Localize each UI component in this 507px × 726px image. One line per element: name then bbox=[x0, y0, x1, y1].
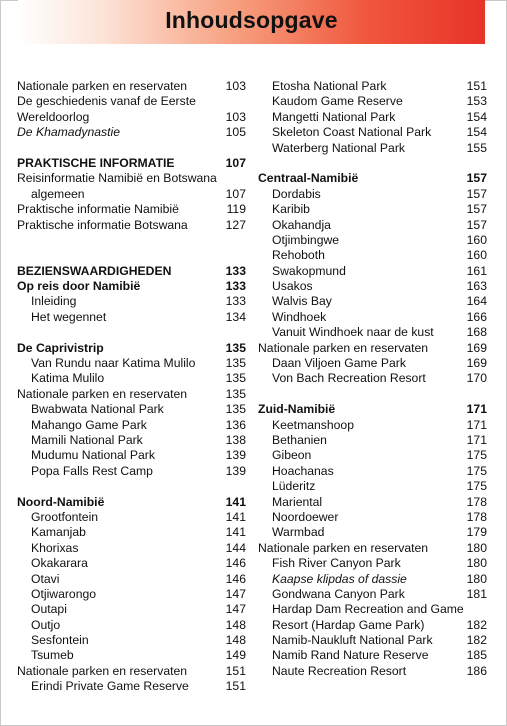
toc-entry-title: Outjo bbox=[31, 617, 61, 632]
toc-right-column bbox=[258, 79, 487, 679]
toc-entry-title: Erindi Private Game Reserve bbox=[31, 679, 189, 694]
toc-entry[interactable] bbox=[258, 587, 487, 602]
toc-entry[interactable] bbox=[17, 294, 246, 309]
toc-entry[interactable] bbox=[258, 110, 487, 125]
toc-entry-title: Vanuit Windhoek naar de kust bbox=[272, 325, 434, 340]
toc-entry[interactable] bbox=[258, 141, 487, 156]
toc-entry-title: Mariental bbox=[272, 494, 323, 509]
toc-entry[interactable] bbox=[258, 233, 487, 248]
toc-entry-title: Waterberg National Park bbox=[272, 140, 405, 155]
toc-page-number: 160 bbox=[466, 248, 487, 263]
toc-entry[interactable] bbox=[17, 541, 246, 556]
toc-section-heading[interactable] bbox=[17, 264, 246, 279]
toc-page-number: 175 bbox=[466, 479, 487, 494]
toc-page-number: 157 bbox=[466, 217, 487, 232]
toc-entry-title: Keetmanshoop bbox=[272, 417, 354, 432]
toc-entry[interactable] bbox=[258, 294, 487, 309]
toc-page-number: 180 bbox=[466, 556, 487, 571]
toc-entry[interactable] bbox=[258, 125, 487, 140]
toc-page-number: 171 bbox=[466, 402, 487, 417]
toc-page-number: 119 bbox=[226, 202, 246, 217]
toc-page-number: 169 bbox=[466, 340, 487, 355]
toc-entry-title: Mudumu National Park bbox=[31, 448, 155, 463]
toc-page-number: 166 bbox=[466, 309, 487, 324]
toc-page-number: 153 bbox=[466, 94, 487, 109]
toc-page-number: 157 bbox=[466, 186, 487, 201]
toc-entry[interactable] bbox=[17, 525, 246, 540]
toc-page-number: 141 bbox=[225, 494, 246, 509]
toc-page-number: 179 bbox=[466, 525, 487, 540]
toc-entry[interactable] bbox=[258, 648, 487, 663]
toc-entry[interactable] bbox=[258, 279, 487, 294]
toc-page-number: 178 bbox=[466, 509, 487, 524]
toc-page-number: 151 bbox=[466, 79, 487, 93]
toc-page-number: 107 bbox=[225, 155, 246, 170]
toc-entry[interactable] bbox=[17, 648, 246, 663]
toc-entry[interactable] bbox=[258, 556, 487, 571]
toc-entry[interactable] bbox=[258, 664, 487, 679]
toc-entry[interactable] bbox=[17, 433, 246, 448]
toc-entry-title: Windhoek bbox=[272, 309, 327, 324]
toc-page-number: 135 bbox=[225, 402, 246, 417]
toc-entry-title: Gibeon bbox=[272, 448, 312, 463]
toc-page-number: 148 bbox=[225, 617, 246, 632]
toc-entry[interactable] bbox=[17, 79, 246, 94]
toc-entry-title: Otavi bbox=[31, 571, 60, 586]
toc-entry-title: Grootfontein bbox=[31, 509, 99, 524]
toc-page-number: 180 bbox=[466, 540, 487, 555]
toc-entry-title: Zuid-Namibië bbox=[258, 402, 336, 417]
toc-page-number: 171 bbox=[466, 417, 487, 432]
toc-page-number: 134 bbox=[225, 309, 246, 324]
toc-page-number: 151 bbox=[225, 663, 246, 678]
toc-entry-title: Reisinformatie Namibië en Botswana bbox=[17, 171, 217, 186]
toc-entry[interactable] bbox=[258, 356, 487, 371]
toc-page-number: 154 bbox=[466, 109, 487, 124]
toc-entry[interactable] bbox=[258, 341, 487, 356]
toc-entry-title: Fish River Canyon Park bbox=[272, 556, 401, 571]
toc-page-number: 154 bbox=[466, 125, 487, 140]
toc-section-heading[interactable] bbox=[17, 341, 246, 356]
toc-page-number: 171 bbox=[466, 432, 487, 447]
toc-page-number: 157 bbox=[466, 202, 487, 217]
toc-entry-title: Het wegennet bbox=[31, 309, 107, 324]
toc-entry-title: De geschiedenis vanaf de Eerste bbox=[17, 94, 196, 109]
toc-entry[interactable] bbox=[17, 202, 246, 217]
toc-page-number: 147 bbox=[225, 602, 246, 617]
toc-entry[interactable] bbox=[17, 587, 246, 602]
toc-entry[interactable] bbox=[258, 325, 487, 340]
toc-page-number: 133 bbox=[225, 279, 246, 294]
toc-page-number: 133 bbox=[225, 263, 246, 278]
toc-page-number: 141 bbox=[225, 509, 246, 524]
toc-entry-title: Mangetti National Park bbox=[272, 109, 396, 124]
toc-entry-title: Nationale parken en reservaten bbox=[17, 79, 188, 93]
toc-entry-title: Outapi bbox=[31, 602, 67, 617]
toc-entry-title: Katima Mulilo bbox=[31, 371, 105, 386]
toc-entry-title: Karibib bbox=[272, 202, 310, 217]
toc-entry-title: De Caprivistrip bbox=[17, 340, 104, 355]
toc-page-number: 186 bbox=[466, 663, 487, 678]
toc-entry-title: Khorixas bbox=[31, 540, 79, 555]
toc-section-heading[interactable] bbox=[258, 402, 487, 417]
toc-entry-title: Otjimbingwe bbox=[272, 232, 340, 247]
toc-entry-title: Bwabwata National Park bbox=[31, 402, 164, 417]
toc-page-number: 151 bbox=[225, 679, 246, 694]
toc-entry-title: Warmbad bbox=[272, 525, 325, 540]
toc-entry-title: Praktische informatie Namibië bbox=[17, 202, 179, 217]
toc-section-heading[interactable] bbox=[17, 495, 246, 510]
toc-entry[interactable] bbox=[258, 433, 487, 448]
toc-spacer bbox=[17, 325, 246, 340]
toc-entry-title: Nationale parken en reservaten bbox=[17, 386, 188, 401]
toc-page-number: 135 bbox=[225, 356, 246, 371]
toc-page-number: 148 bbox=[225, 633, 246, 648]
toc-entry-title: Noordoewer bbox=[272, 509, 339, 524]
toc-entry[interactable] bbox=[17, 310, 246, 325]
toc-spacer bbox=[17, 233, 246, 264]
toc-spacer bbox=[258, 387, 487, 402]
toc-entry[interactable] bbox=[258, 618, 487, 633]
toc-page-number: 157 bbox=[466, 171, 487, 186]
toc-page-number: 181 bbox=[466, 586, 487, 601]
toc-entry-title: Kamanjab bbox=[31, 525, 86, 540]
toc-entry[interactable] bbox=[17, 371, 246, 386]
toc-entry-title: Lüderitz bbox=[272, 479, 316, 494]
toc-entry-title: BEZIENSWAARDIGHEDEN bbox=[17, 263, 172, 278]
toc-page-number: 127 bbox=[225, 217, 246, 232]
toc-entry[interactable] bbox=[258, 310, 487, 325]
toc-entry-title: Tsumeb bbox=[31, 648, 74, 663]
toc-entry-title: Sesfontein bbox=[31, 633, 89, 648]
toc-entry-title: Hardap Dam Recreation and Game bbox=[272, 602, 464, 617]
toc-page-number: 160 bbox=[466, 232, 487, 247]
toc-entry-title: Mahango Game Park bbox=[31, 417, 147, 432]
toc-entry-title: Usakos bbox=[272, 279, 313, 294]
toc-entry[interactable] bbox=[258, 510, 487, 525]
toc-entry[interactable] bbox=[17, 171, 246, 186]
toc-page-number: 105 bbox=[225, 125, 246, 140]
toc-page-number: 185 bbox=[466, 648, 487, 663]
title-banner bbox=[18, 0, 485, 44]
toc-entry-title: Van Rundu naar Katima Mulilo bbox=[31, 356, 196, 371]
toc-spacer bbox=[17, 141, 246, 156]
toc-entry[interactable] bbox=[17, 387, 246, 402]
toc-entry[interactable] bbox=[258, 264, 487, 279]
toc-page-number: 103 bbox=[225, 109, 246, 124]
toc-entry-title: Otjiwarongo bbox=[31, 586, 97, 601]
toc-entry-title: Noord-Namibië bbox=[17, 494, 105, 509]
toc-entry[interactable] bbox=[17, 464, 246, 479]
toc-entry[interactable] bbox=[17, 110, 246, 125]
toc-spacer bbox=[258, 156, 487, 171]
toc-entry-title: Namib Rand Nature Reserve bbox=[272, 648, 429, 663]
toc-page-number: 146 bbox=[225, 556, 246, 571]
toc-entry[interactable] bbox=[258, 248, 487, 263]
toc-entry-title: Nationale parken en reservaten bbox=[258, 340, 429, 355]
toc-entry-title: PRAKTISCHE INFORMATIE bbox=[17, 155, 175, 170]
toc-entry[interactable] bbox=[17, 556, 246, 571]
toc-entry[interactable] bbox=[17, 572, 246, 587]
toc-entry-title: Okahandja bbox=[272, 217, 331, 232]
toc-entry-title: Nationale parken en reservaten bbox=[258, 540, 429, 555]
toc-page-number: 147 bbox=[225, 586, 246, 601]
toc-entry[interactable] bbox=[17, 356, 246, 371]
toc-entry-title: Dordabis bbox=[272, 186, 321, 201]
toc-entry-title: Wereldoorlog bbox=[17, 109, 90, 124]
toc-entry-title: Bethanien bbox=[272, 432, 327, 447]
toc-entry[interactable] bbox=[258, 418, 487, 433]
toc-page-number: 163 bbox=[466, 279, 487, 294]
toc-page-number: 139 bbox=[225, 448, 246, 463]
toc-entry-title: algemeen bbox=[31, 186, 85, 201]
toc-entry-title: Von Bach Recreation Resort bbox=[272, 371, 426, 386]
toc-page-number: 136 bbox=[225, 417, 246, 432]
toc-page-number: 107 bbox=[225, 186, 246, 201]
toc-page-number: 170 bbox=[466, 371, 487, 386]
toc-entry-title: Kaudom Game Reserve bbox=[272, 94, 403, 109]
toc-entry[interactable] bbox=[17, 510, 246, 525]
toc-entry-title: Daan Viljoen Game Park bbox=[272, 356, 406, 371]
toc-page-number: 135 bbox=[225, 386, 246, 401]
toc-entry-title: Resort (Hardap Game Park) bbox=[272, 617, 425, 632]
toc-page-number: 133 bbox=[225, 294, 246, 309]
toc-page-number: 135 bbox=[225, 340, 246, 355]
toc-entry[interactable] bbox=[258, 79, 487, 94]
toc-page-number: 144 bbox=[225, 540, 246, 555]
toc-page-number: 178 bbox=[466, 494, 487, 509]
toc-entry-title: Naute Recreation Resort bbox=[272, 663, 407, 678]
toc-entry[interactable] bbox=[258, 572, 487, 587]
toc-page-number: 146 bbox=[225, 571, 246, 586]
toc-entry[interactable] bbox=[17, 602, 246, 617]
toc-section-heading[interactable] bbox=[258, 171, 487, 186]
toc-entry[interactable] bbox=[17, 94, 246, 109]
toc-page-number: 135 bbox=[225, 371, 246, 386]
toc-entry-title: Popa Falls Rest Camp bbox=[31, 463, 153, 478]
toc-page-number: 141 bbox=[225, 525, 246, 540]
toc-entry[interactable] bbox=[17, 218, 246, 233]
page-title: Inhoudsopgave bbox=[165, 7, 338, 33]
toc-entry-title: Namib-Naukluft National Park bbox=[272, 633, 433, 648]
toc-page-number: 168 bbox=[466, 325, 487, 340]
toc-entry[interactable] bbox=[258, 371, 487, 386]
toc-page-number: 175 bbox=[466, 463, 487, 478]
toc-entry-title: Inleiding bbox=[31, 294, 77, 309]
toc-entry[interactable] bbox=[17, 664, 246, 679]
toc-page-number: 139 bbox=[225, 463, 246, 478]
toc-page-number: 164 bbox=[466, 294, 487, 309]
toc-entry-title: Mamili National Park bbox=[31, 433, 143, 447]
toc-entry-title: Praktische informatie Botswana bbox=[17, 217, 188, 232]
toc-section-heading[interactable] bbox=[17, 279, 246, 294]
toc-entry[interactable] bbox=[258, 479, 487, 494]
toc-entry[interactable] bbox=[258, 187, 487, 202]
toc-page-number: 182 bbox=[466, 617, 487, 632]
toc-entry[interactable] bbox=[258, 218, 487, 233]
toc-page-number: 169 bbox=[466, 356, 487, 371]
toc-entry[interactable] bbox=[258, 633, 487, 648]
toc-entry[interactable] bbox=[258, 94, 487, 109]
toc-entry[interactable] bbox=[258, 495, 487, 510]
toc-entry[interactable] bbox=[17, 633, 246, 648]
toc-section-heading[interactable] bbox=[17, 156, 246, 171]
toc-page-number: 155 bbox=[466, 140, 487, 155]
toc-entry[interactable] bbox=[258, 602, 487, 617]
toc-entry-title: Centraal-Namibië bbox=[258, 171, 359, 186]
toc-entry-title: Rehoboth bbox=[272, 248, 325, 263]
toc-entry-title: Op reis door Namibië bbox=[17, 279, 141, 294]
toc-entry[interactable] bbox=[17, 679, 246, 694]
toc-left-column bbox=[17, 79, 246, 695]
toc-entry-title: Gondwana Canyon Park bbox=[272, 586, 405, 601]
toc-entry[interactable] bbox=[258, 448, 487, 463]
toc-page-number: 180 bbox=[466, 571, 487, 586]
toc-page-number: 161 bbox=[466, 263, 487, 278]
toc-entry-title: Okakarara bbox=[31, 556, 88, 571]
toc-page-number: 175 bbox=[466, 448, 487, 463]
toc-entry[interactable] bbox=[17, 402, 246, 417]
toc-page-number: 182 bbox=[466, 633, 487, 648]
toc-page-number: 149 bbox=[225, 648, 246, 663]
toc-entry[interactable] bbox=[258, 541, 487, 556]
toc-entry[interactable] bbox=[17, 125, 246, 140]
toc-entry[interactable] bbox=[258, 202, 487, 217]
toc-entry[interactable] bbox=[17, 618, 246, 633]
toc-entry-title: Hoachanas bbox=[272, 463, 334, 478]
toc-entry-title: Kaapse klipdas of dassie bbox=[272, 571, 407, 586]
toc-entry[interactable] bbox=[258, 525, 487, 540]
toc-entry-title: Walvis Bay bbox=[272, 294, 332, 309]
toc-entry-title: Skeleton Coast National Park bbox=[272, 125, 432, 140]
toc-entry[interactable] bbox=[258, 464, 487, 479]
toc-entry[interactable] bbox=[17, 418, 246, 433]
toc-entry[interactable] bbox=[17, 187, 246, 202]
toc-entry-title: Etosha National Park bbox=[272, 79, 387, 93]
toc-entry-title: De Khamadynastie bbox=[17, 125, 120, 140]
toc-entry[interactable] bbox=[17, 448, 246, 463]
toc-entry-title: Swakopmund bbox=[272, 263, 346, 278]
toc-spacer bbox=[17, 479, 246, 494]
toc-page-number: 138 bbox=[225, 433, 246, 447]
toc-page-number: 103 bbox=[225, 79, 246, 93]
toc-entry-title: Nationale parken en reservaten bbox=[17, 663, 188, 678]
